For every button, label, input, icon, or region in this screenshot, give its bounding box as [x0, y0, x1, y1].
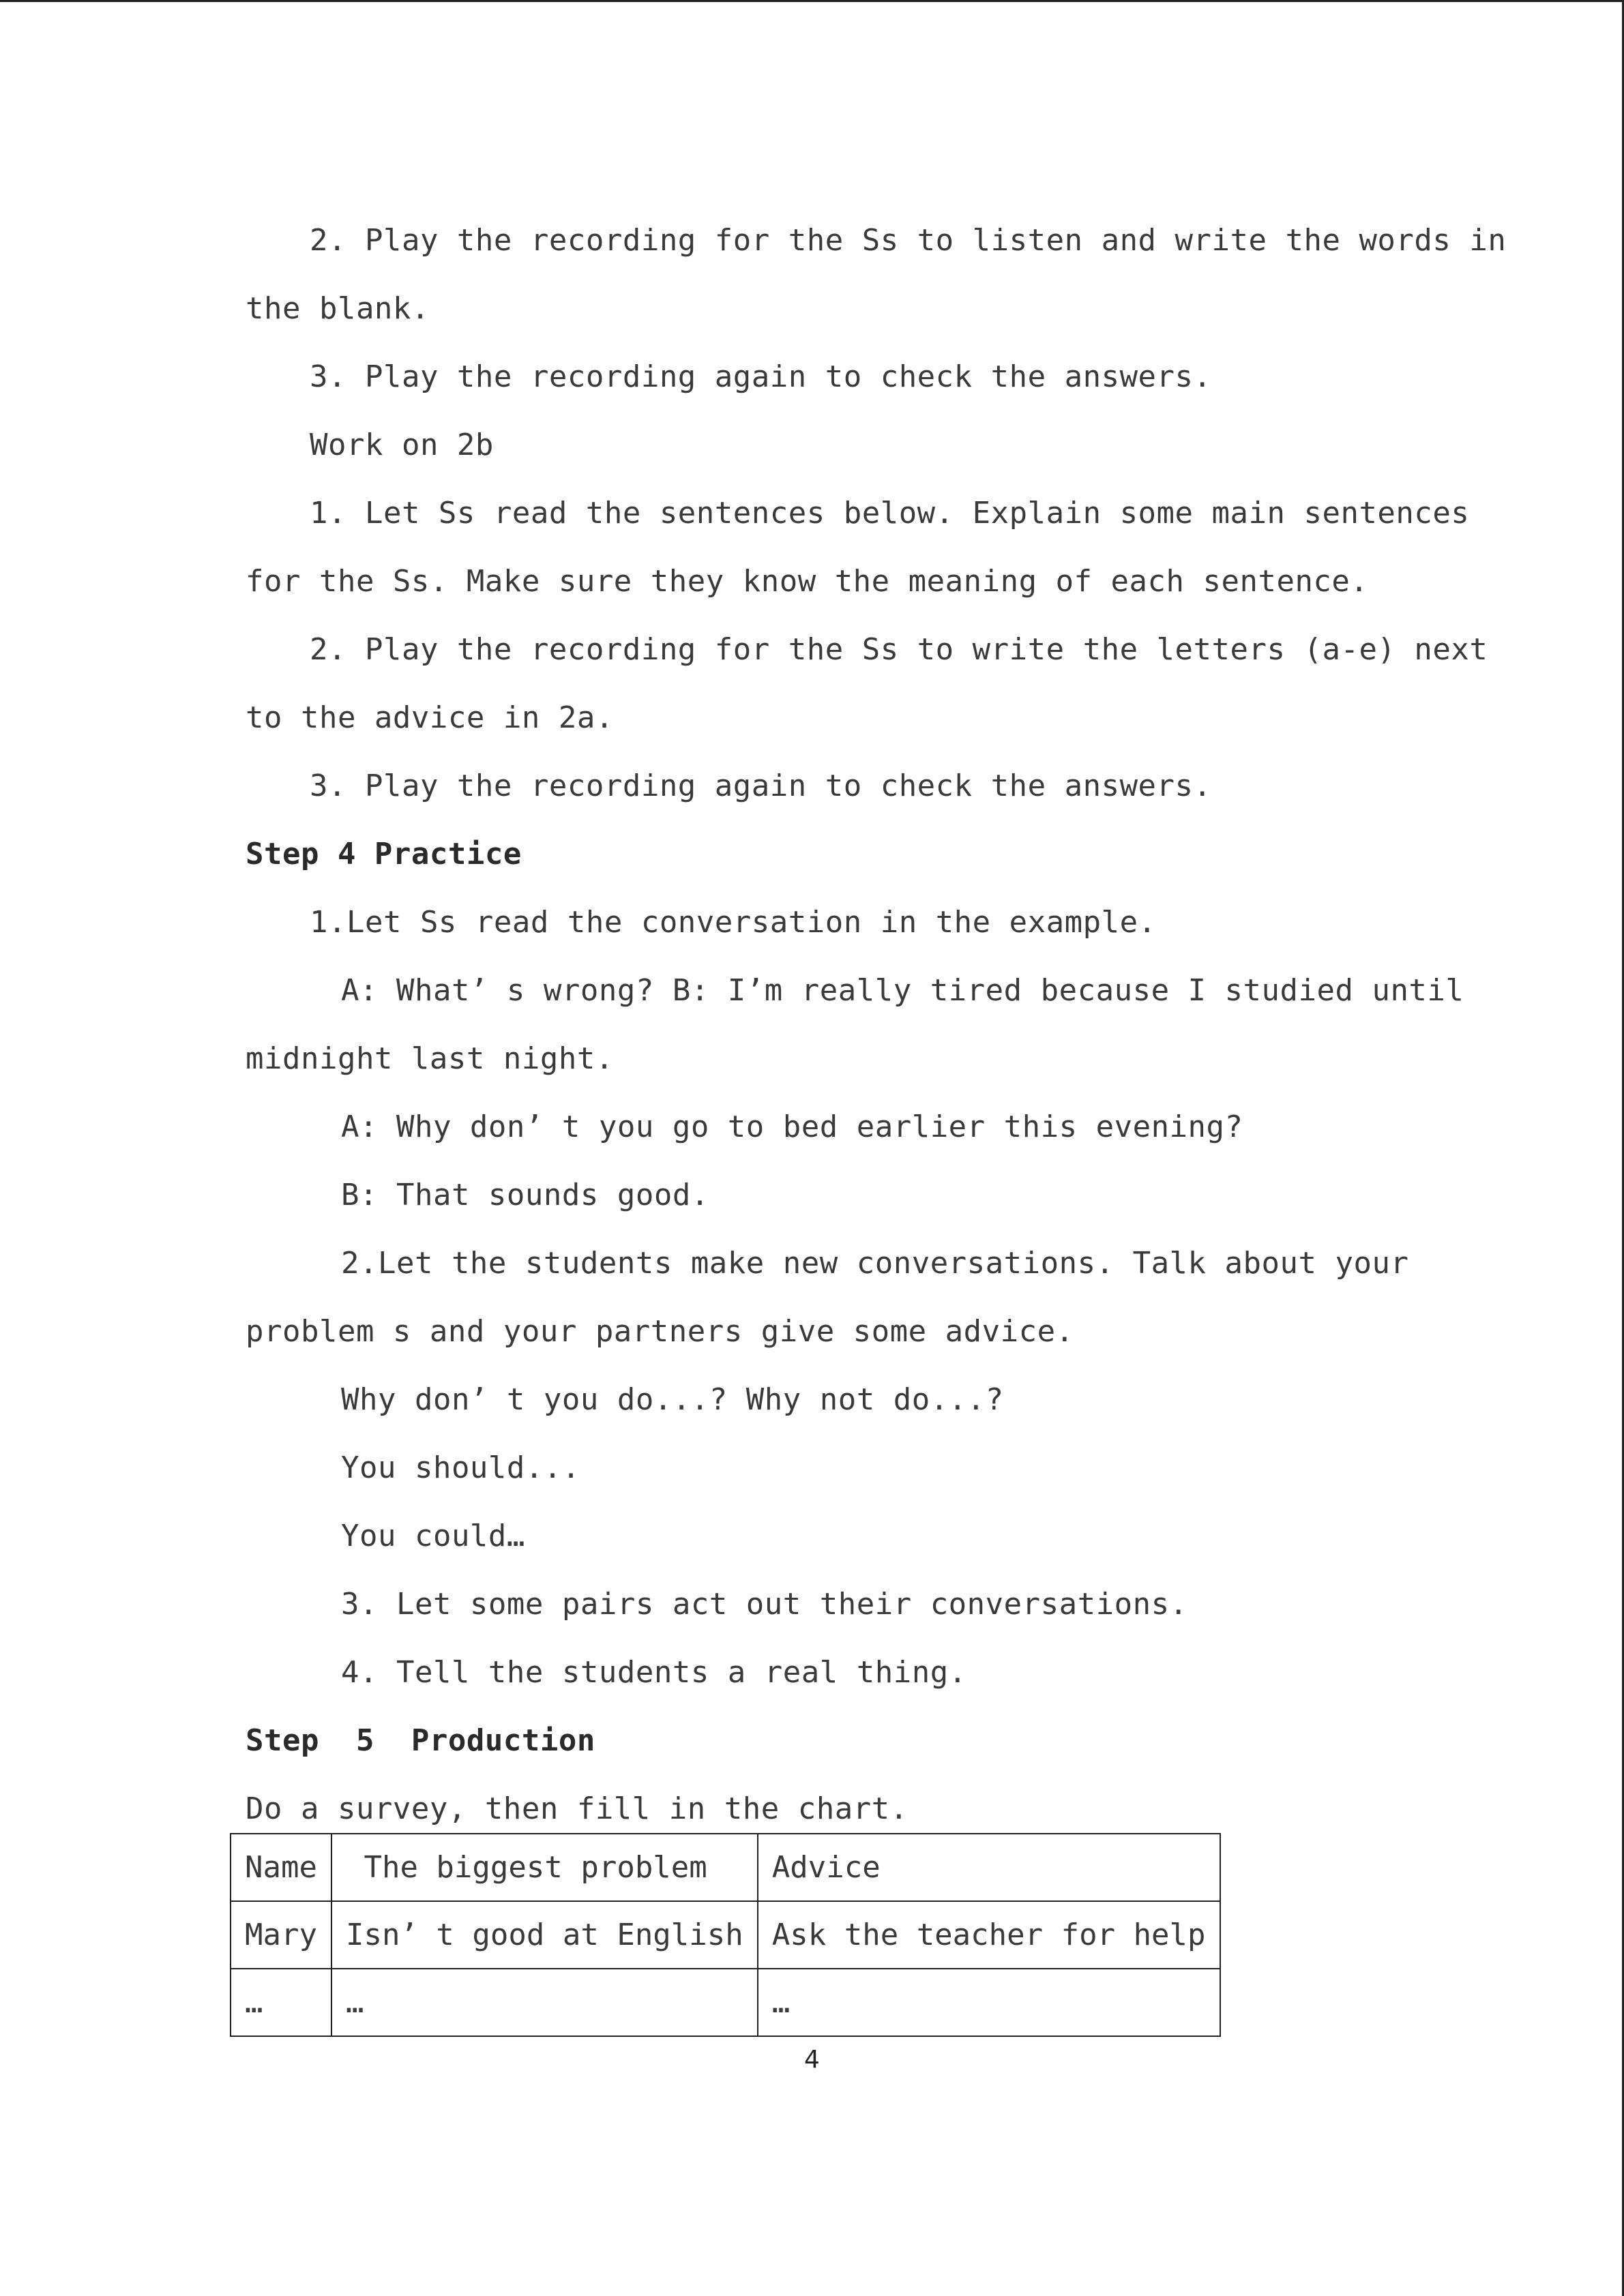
paragraph-line: 3. Play the recording again to check the answers. — [310, 769, 1212, 803]
section-label: Work on 2b — [310, 428, 494, 462]
paragraph-line: 2. Play the recording for the Ss to listen and write the words in — [310, 223, 1507, 258]
table-cell: … — [758, 1969, 1220, 2036]
step-4-heading: Step 4 Practice — [246, 837, 522, 871]
step-5-heading: Step 5 Production — [246, 1723, 595, 1758]
table-header-row — [231, 1834, 1220, 1901]
paragraph-line: Do a survey, then fill in the chart. — [246, 1791, 909, 1826]
table-cell: Isn’ t good at English — [331, 1901, 758, 1969]
table-row — [231, 1901, 1220, 1969]
table-row — [231, 1969, 1220, 2036]
dialogue-line: A: Why don’ t you go to bed earlier this evening? — [341, 1109, 1243, 1144]
table-cell: The biggest problem — [331, 1834, 758, 1901]
table-cell: … — [231, 1969, 331, 2036]
dialogue-line: A: What’ s wrong? B: I’m really tired because I studied until — [341, 973, 1464, 1008]
dialogue-line: B: That sounds good. — [341, 1178, 709, 1212]
dialogue-line: midnight last night. — [246, 1041, 614, 1076]
paragraph-line: 1. Let Ss read the sentences below. Explain some main sentences — [310, 496, 1470, 531]
paragraph-line: to the advice in 2a. — [246, 700, 614, 735]
phrase-line: You should... — [341, 1450, 580, 1485]
table-cell: Name — [231, 1834, 331, 1901]
phrase-line: Why don’ t you do...? Why not do...? — [341, 1382, 1004, 1417]
paragraph-line: 3. Play the recording again to check the answers. — [310, 359, 1212, 394]
paragraph-line: 1.Let Ss read the conversation in the example. — [310, 905, 1157, 940]
page-number: 4 — [804, 2046, 820, 2074]
top-border — [0, 0, 1624, 2]
table-cell: … — [331, 1969, 758, 2036]
paragraph-line: 4. Tell the students a real thing. — [341, 1655, 967, 1690]
paragraph-line: for the Ss. Make sure they know the meaning of each sentence. — [246, 564, 1369, 599]
paragraph-line: 2. Play the recording for the Ss to write the letters (a-e) next — [310, 632, 1488, 667]
survey-table — [230, 1833, 1221, 2037]
paragraph-line: the blank. — [246, 291, 430, 326]
paragraph-line: 3. Let some pairs act out their conversations. — [341, 1587, 1188, 1622]
table-cell: Mary — [231, 1901, 331, 1969]
phrase-line: You could… — [341, 1519, 525, 1553]
paragraph-line: 2.Let the students make new conversations. Talk about your — [341, 1246, 1409, 1281]
table-cell: Ask the teacher for help — [758, 1901, 1220, 1969]
table-cell: Advice — [758, 1834, 1220, 1901]
paragraph-line: problem s and your partners give some advice. — [246, 1314, 1074, 1349]
